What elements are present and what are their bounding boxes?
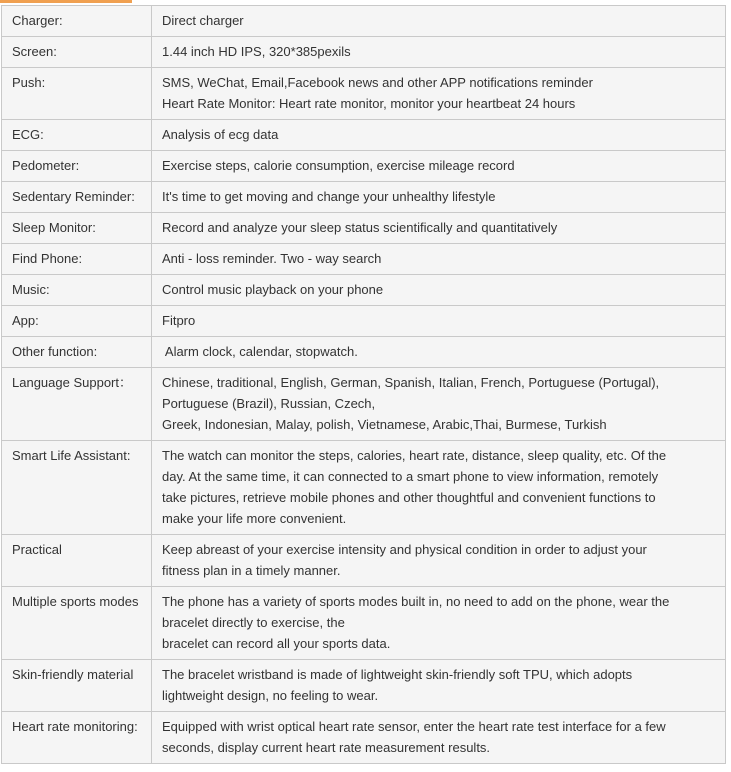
spec-value (152, 151, 726, 182)
table-row (2, 368, 726, 441)
table-row (2, 244, 726, 275)
spec-value-line: 1.44 inch HD IPS, 320*385pexils (162, 44, 351, 59)
spec-value (152, 213, 726, 244)
spec-value-line: Exercise steps, calorie consumption, exercise mileage record (162, 158, 515, 173)
spec-label: App: (2, 306, 152, 337)
spec-value-line: It's time to get moving and change your unhealthy lifestyle (162, 189, 496, 204)
spec-label: Pedometer: (2, 151, 152, 182)
table-row (2, 6, 726, 37)
spec-label: Sedentary Reminder: (2, 182, 152, 213)
spec-value-line: Anti - loss reminder. Two - way search (162, 251, 382, 266)
spec-label: Push: (2, 68, 152, 120)
spec-value-line: Chinese, traditional, English, German, Spanish, Italian, French, Portuguese (Portugal), (162, 375, 660, 390)
spec-value (152, 120, 726, 151)
spec-value-line: The bracelet wristband is made of lightweight skin-friendly soft TPU, which adopts (162, 667, 633, 682)
spec-label: Charger: (2, 6, 152, 37)
spec-value-line: Equipped with wrist optical heart rate sensor, enter the heart rate test interface for a few (162, 719, 666, 734)
spec-value-line: Keep abreast of your exercise intensity and physical condition in order to adjust your (162, 542, 647, 557)
top-accent-bar (0, 0, 132, 3)
table-row (2, 37, 726, 68)
spec-label: Skin-friendly material (2, 660, 152, 712)
spec-value-line: fitness plan in a timely manner. (162, 563, 341, 578)
spec-label: Practical (2, 535, 152, 587)
table-row (2, 68, 726, 120)
spec-value (152, 660, 726, 712)
spec-value-line: SMS, WeChat, Email,Facebook news and other APP notifications reminder (162, 75, 593, 90)
spec-value-line: bracelet directly to exercise, the (162, 615, 345, 630)
spec-value-line: bracelet can record all your sports data. (162, 636, 391, 651)
spec-value-line: Heart Rate Monitor: Heart rate monitor, monitor your heartbeat 24 hours (162, 96, 576, 111)
spec-value-line: Analysis of ecg data (162, 127, 279, 142)
table-row (2, 120, 726, 151)
spec-value (152, 182, 726, 213)
table-row (2, 712, 726, 764)
spec-value (152, 244, 726, 275)
table-row (2, 660, 726, 712)
spec-value-line: The phone has a variety of sports modes built in, no need to add on the phone, wear the (162, 594, 670, 609)
spec-value-line: Fitpro (162, 313, 196, 328)
spec-value-line: The watch can monitor the steps, calories, heart rate, distance, sleep quality, etc. Of the (162, 448, 667, 463)
spec-value (152, 712, 726, 764)
table-row (2, 535, 726, 587)
spec-label: Sleep Monitor: (2, 213, 152, 244)
spec-value-line: Control music playback on your phone (162, 282, 384, 297)
table-row (2, 275, 726, 306)
table-row (2, 213, 726, 244)
spec-label: Other function: (2, 337, 152, 368)
table-row (2, 151, 726, 182)
spec-value (152, 337, 726, 368)
spec-value (152, 368, 726, 441)
spec-label: Music: (2, 275, 152, 306)
spec-value (152, 6, 726, 37)
spec-value-line: Direct charger (162, 13, 244, 28)
spec-value-line: seconds, display current heart rate measurement results. (162, 740, 491, 755)
spec-label: Smart Life Assistant: (2, 441, 152, 535)
table-row (2, 587, 726, 660)
spec-value-line: take pictures, retrieve mobile phones and other thoughtful and convenient functions to (162, 490, 656, 505)
spec-label: ECG: (2, 120, 152, 151)
spec-value-line: Portuguese (Brazil), Russian, Czech, (162, 396, 376, 411)
spec-value (152, 441, 726, 535)
spec-label: Find Phone: (2, 244, 152, 275)
table-row (2, 306, 726, 337)
table-row (2, 182, 726, 213)
spec-value (152, 535, 726, 587)
spec-value (152, 587, 726, 660)
spec-label: Language Support： (2, 368, 152, 441)
spec-value (152, 37, 726, 68)
spec-value-line: day. At the same time, it can connected to a smart phone to view information, remotely (162, 469, 659, 484)
table-row (2, 337, 726, 368)
spec-value (152, 68, 726, 120)
table-row (2, 441, 726, 535)
spec-label: Multiple sports modes (2, 587, 152, 660)
spec-value-line: make your life more convenient. (162, 511, 347, 526)
spec-label: Heart rate monitoring: (2, 712, 152, 764)
spec-value-line: Greek, Indonesian, Malay, polish, Vietnamese, Arabic,Thai, Burmese, Turkish (162, 417, 607, 432)
spec-value-line: Alarm clock, calendar, stopwatch. (162, 344, 358, 359)
spec-value-line: Record and analyze your sleep status scientifically and quantitatively (162, 220, 558, 235)
spec-value (152, 306, 726, 337)
spec-value (152, 275, 726, 306)
spec-value-line: lightweight design, no feeling to wear. (162, 688, 379, 703)
spec-table (1, 5, 726, 764)
spec-label: Screen: (2, 37, 152, 68)
